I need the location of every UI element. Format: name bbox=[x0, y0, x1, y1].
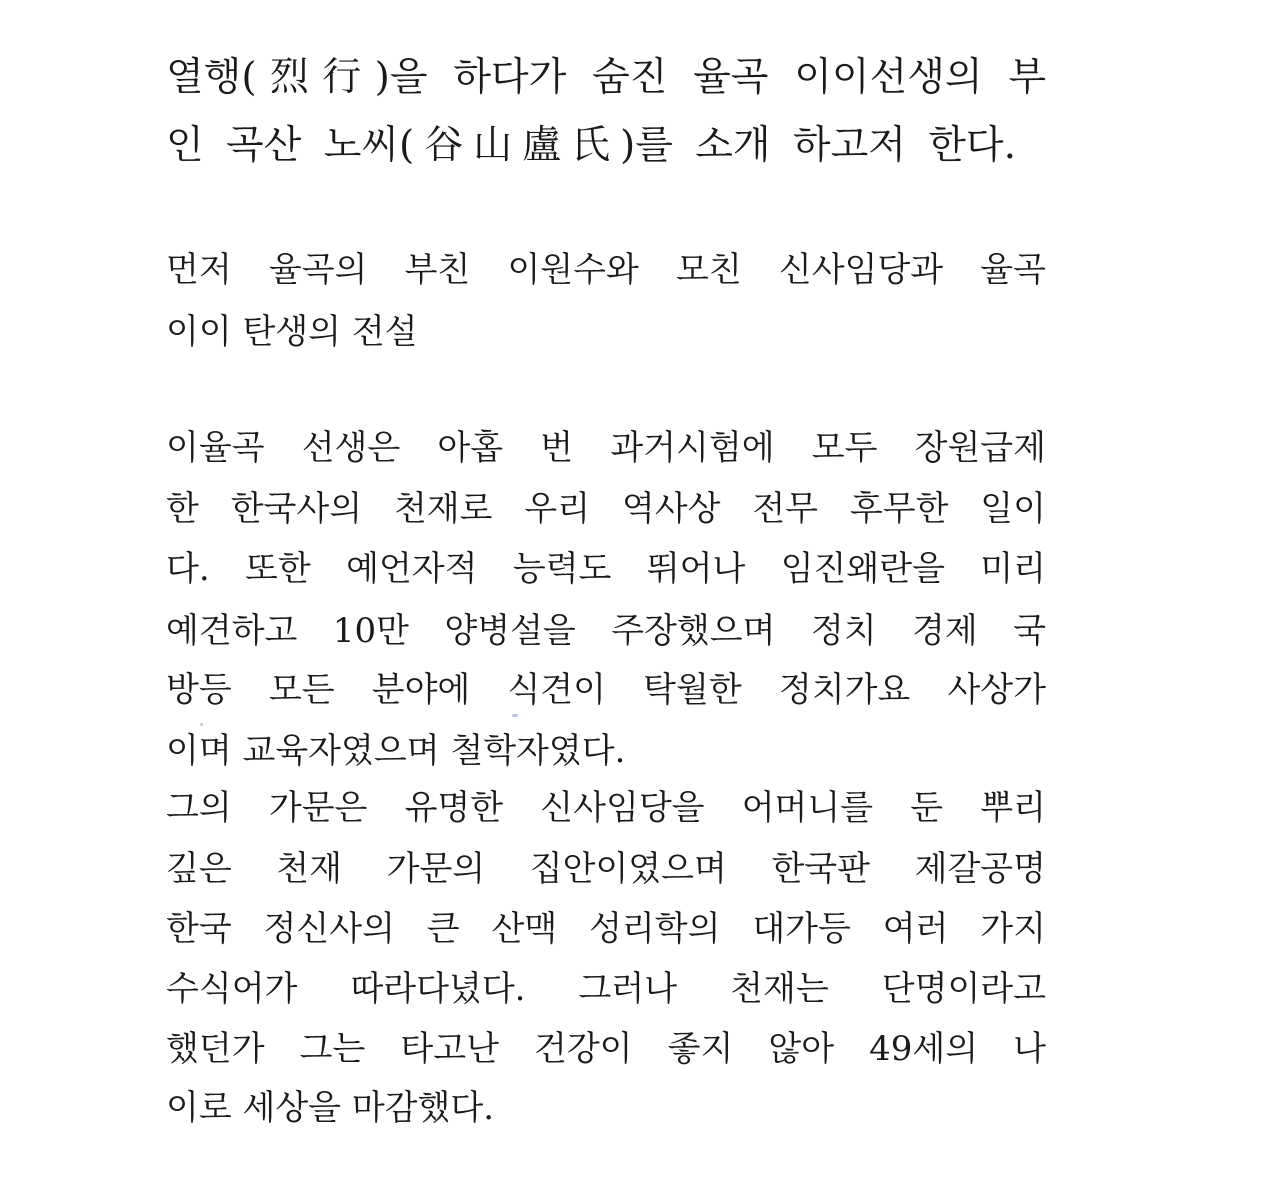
body-line-1: 이율곡 선생은 아홉 번 과거시험에 모두 장원급제 bbox=[166, 428, 1046, 468]
body-line-11: 했던가 그는 타고난 건강이 좋지 않아 49세의 나 bbox=[166, 1029, 1046, 1069]
body-line-5: 방등 모든 분야에 식견이 탁월한 정치가요 사상가 bbox=[166, 670, 1046, 710]
body-line-2: 한 한국사의 천재로 우리 역사상 전무 후무한 일이 bbox=[166, 489, 1046, 529]
body-line-4: 예견하고 10만 양병설을 주장했으며 정치 경제 국 bbox=[166, 611, 1046, 651]
section-heading-line-2: 이이 탄생의 전설 bbox=[166, 312, 418, 352]
body-line-10: 수식어가 따라다녔다. 그러나 천재는 단명이라고 bbox=[166, 969, 1046, 1009]
intro-line-2-text: 인 곡산 노씨(谷山盧氏)를 소개 하고저 한다. bbox=[166, 123, 1016, 168]
body-line-3: 다. 또한 예언자적 능력도 뛰어나 임진왜란을 미리 bbox=[166, 549, 1046, 589]
intro-line-2 bbox=[166, 123, 1046, 169]
body-line-6: 이며 교육자였으며 철학자였다. bbox=[166, 731, 626, 771]
scan-speck bbox=[512, 714, 518, 717]
body-line-12: 이로 세상을 마감했다. bbox=[166, 1088, 495, 1128]
intro-line-1: 열행(烈行)을 하다가 숨진 율곡 이이선생의 부 bbox=[166, 55, 1046, 100]
section-heading-line-1: 먼저 율곡의 부친 이원수와 모친 신사임당과 율곡 bbox=[166, 250, 1046, 290]
body-line-7: 그의 가문은 유명한 신사임당을 어머니를 둔 뿌리 bbox=[166, 788, 1046, 828]
body-line-9: 한국 정신사의 큰 산맥 성리학의 대가등 여러 가지 bbox=[166, 909, 1046, 949]
scan-speck bbox=[200, 723, 203, 726]
body-line-8: 깊은 천재 가문의 집안이였으며 한국판 제갈공명 bbox=[166, 849, 1046, 889]
